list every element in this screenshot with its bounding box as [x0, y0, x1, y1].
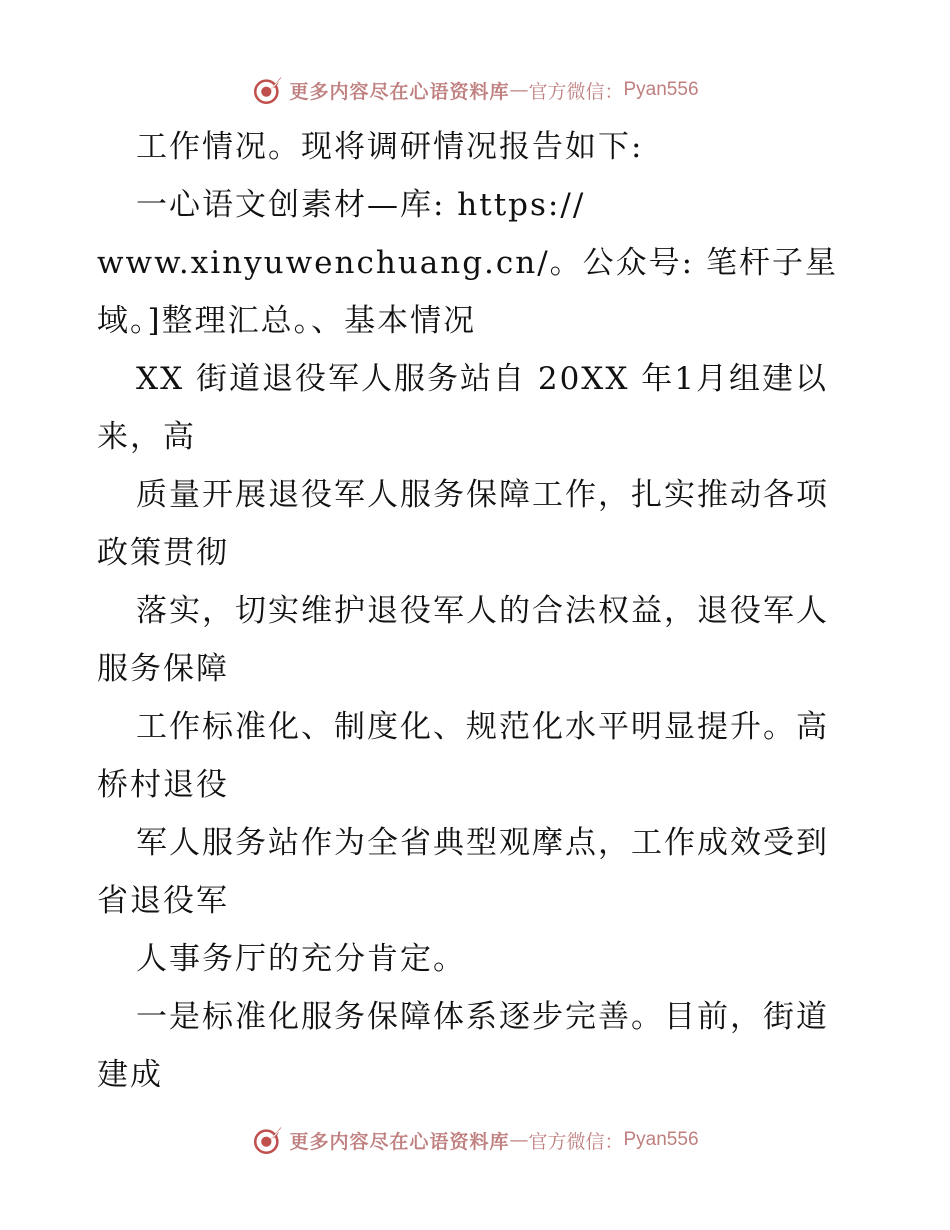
body-line: 来，高 [97, 419, 196, 455]
body-line: 一心语文创素材—库: https:// [136, 187, 586, 223]
header-banner-text: 更多内容尽在心语资料库 [289, 80, 510, 103]
footer-banner [0, 1120, 950, 1160]
body-line: 政策贯彻 [97, 535, 229, 571]
body-line: 人事务厅的充分肯定。 [136, 941, 466, 977]
body-line: 建成 [97, 1057, 163, 1093]
footer-wechat-id: Pyan556 [623, 1129, 699, 1150]
body-line: 工作标准化、制度化、规范化水平明显提升。高 [136, 709, 829, 745]
body-line: 军人服务站作为全省典型观摩点，工作成效受到 [136, 825, 829, 861]
footer-wechat-label: 官方微信： [528, 1130, 624, 1153]
body-line: www.xinyuwenchuang.cn/。公众号: 笔杆子星 [97, 245, 838, 281]
body-line: 工作情况。现将调研情况报告如下: [136, 129, 644, 165]
quill-logo-icon [251, 73, 285, 107]
footer-banner-text: 更多内容尽在心语资料库 [289, 1130, 510, 1153]
header-banner [0, 70, 950, 110]
header-banner-separator: — [509, 79, 529, 101]
footer-banner-separator: — [509, 1129, 529, 1151]
body-line: 桥村退役 [97, 767, 229, 803]
body-line: XX 街道退役军人服务站自 20XX 年1月组建以 [136, 361, 829, 397]
body-line: 一是标准化服务保障体系逐步完善。目前，街道 [136, 999, 829, 1035]
header-wechat-label: 官方微信： [528, 80, 624, 103]
body-line: 省退役军 [97, 883, 229, 919]
body-line: 落实，切实维护退役军人的合法权益，退役军人 [136, 593, 829, 629]
body-line: 质量开展退役军人服务保障工作，扎实推动各项 [136, 477, 829, 513]
header-wechat-id: Pyan556 [623, 79, 699, 100]
quill-logo-icon [251, 1123, 285, 1157]
body-line: 域。]整理汇总。、基本情况 [97, 303, 477, 339]
document-body [97, 118, 867, 1104]
body-line: 服务保障 [97, 651, 229, 687]
